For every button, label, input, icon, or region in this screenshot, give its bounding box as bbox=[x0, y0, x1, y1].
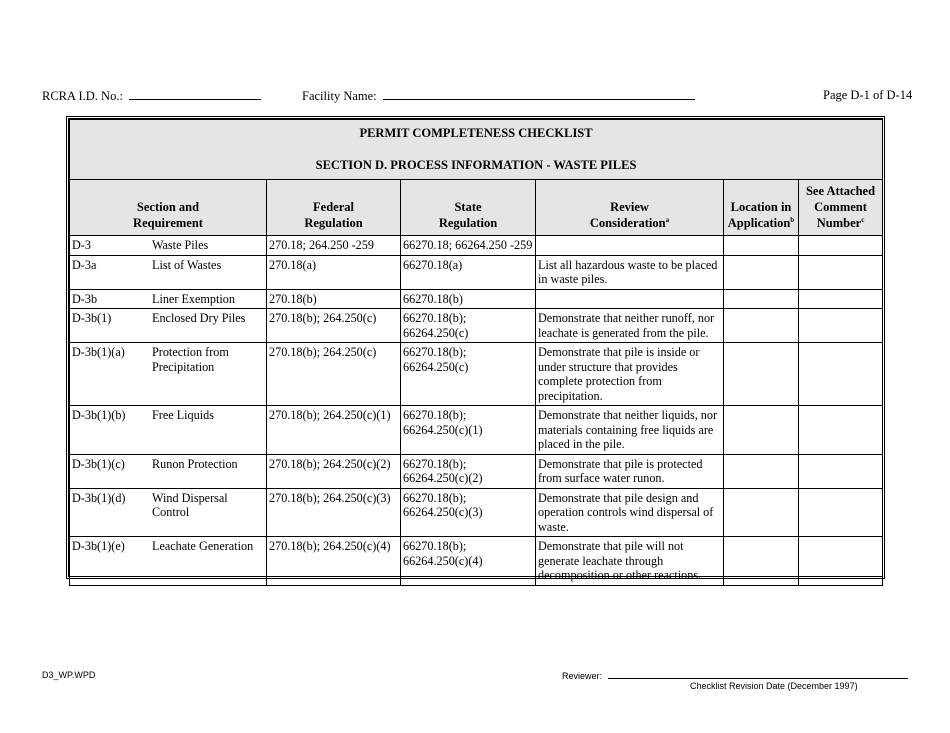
review-consideration-cell bbox=[536, 289, 724, 309]
facility-name-field bbox=[302, 88, 695, 104]
state-regulation-cell: 66270.18(b); 66264.250(c)(1) bbox=[401, 406, 536, 455]
section-id: D-3b(1)(a) bbox=[72, 345, 125, 359]
section-requirement: Runon Protection bbox=[152, 456, 238, 471]
state-regulation-cell: 66270.18(b); 66264.250(c) bbox=[401, 343, 536, 406]
reviewer-blank[interactable] bbox=[608, 670, 908, 679]
table-row bbox=[70, 406, 883, 455]
state-regulation-cell: 66270.18(b) bbox=[401, 289, 536, 309]
rcra-id-blank[interactable] bbox=[129, 88, 261, 100]
section-id: D-3b(1)(d) bbox=[72, 490, 126, 505]
col-federal: Federal Regulation bbox=[267, 180, 401, 236]
federal-regulation-cell: 270.18(b) bbox=[267, 289, 401, 309]
section-requirement: List of Wastes bbox=[152, 257, 222, 272]
comment-number-cell[interactable] bbox=[799, 289, 883, 309]
location-in-application-cell[interactable] bbox=[724, 454, 799, 488]
location-in-application-cell[interactable] bbox=[724, 289, 799, 309]
table-row bbox=[70, 289, 883, 309]
col-state: State Regulation bbox=[401, 180, 536, 236]
section-cell bbox=[70, 236, 267, 256]
section-requirement: Free Liquids bbox=[152, 408, 214, 422]
section-requirement: Protection from Precipitation bbox=[152, 345, 229, 374]
col-section: Section and Requirement bbox=[70, 180, 267, 236]
table-title: PERMIT COMPLETENESS CHECKLIST bbox=[359, 126, 593, 140]
col-location: Location in Application$^b$ bbox=[724, 180, 799, 236]
review-consideration-cell: Demonstrate that pile design and operation controls wind dispersal of waste. bbox=[536, 488, 724, 537]
checklist-table-frame bbox=[66, 116, 885, 582]
location-in-application-cell[interactable] bbox=[724, 537, 799, 586]
section-id: D-3 bbox=[72, 238, 91, 252]
reviewer-label: Reviewer: bbox=[562, 671, 603, 681]
section-cell bbox=[70, 406, 267, 455]
table-row bbox=[70, 255, 883, 289]
review-consideration-cell bbox=[536, 236, 724, 256]
comment-number-cell[interactable] bbox=[799, 343, 883, 406]
facility-name-blank[interactable] bbox=[383, 88, 695, 100]
section-cell bbox=[70, 343, 267, 406]
section-requirement: Wind Dispersal Control bbox=[152, 490, 228, 519]
table-title-block bbox=[70, 120, 883, 180]
section-requirement: Leachate Generation bbox=[152, 539, 254, 553]
federal-regulation-cell: 270.18(b); 264.250(c) bbox=[267, 343, 401, 406]
location-in-application-cell[interactable] bbox=[724, 406, 799, 455]
federal-regulation-cell: 270.18(a) bbox=[267, 255, 401, 289]
section-id: D-3b(1)(e) bbox=[72, 539, 125, 553]
review-consideration-cell: Demonstrate that pile is protected from surface water runon. bbox=[536, 454, 724, 488]
section-requirement: Waste Piles bbox=[152, 238, 209, 252]
section-id: D-3b(1)(b) bbox=[72, 408, 126, 422]
state-regulation-cell: 66270.18(a) bbox=[401, 255, 536, 289]
location-in-application-cell[interactable] bbox=[724, 236, 799, 256]
comment-number-cell[interactable] bbox=[799, 255, 883, 289]
federal-regulation-cell: 270.18(b); 264.250(c)(3) bbox=[267, 488, 401, 537]
federal-regulation-cell: 270.18(b); 264.250(c)(2) bbox=[267, 454, 401, 488]
review-consideration-cell: Demonstrate that pile will not generate leachate through decomposition or other reactions. bbox=[536, 537, 724, 586]
comment-number-cell[interactable] bbox=[799, 454, 883, 488]
facility-name-label: Facility Name: bbox=[302, 89, 377, 103]
section-id: D-3b bbox=[72, 291, 98, 306]
location-in-application-cell[interactable] bbox=[724, 255, 799, 289]
comment-number-cell[interactable] bbox=[799, 236, 883, 256]
table-subtitle: SECTION D. PROCESS INFORMATION - WASTE PILES bbox=[315, 158, 637, 172]
section-cell bbox=[70, 255, 267, 289]
table-row bbox=[70, 537, 883, 586]
rcra-id-field bbox=[42, 88, 261, 104]
section-id: D-3b(1) bbox=[72, 311, 112, 325]
federal-regulation-cell: 270.18(b); 264.250(c)(1) bbox=[267, 406, 401, 455]
rcra-id-label: RCRA I.D. No.: bbox=[42, 89, 123, 103]
federal-regulation-cell: 270.18(b); 264.250(c) bbox=[267, 309, 401, 343]
section-requirement: Liner Exemption bbox=[152, 291, 235, 306]
col-review: Review Consideration$^a$ bbox=[536, 180, 724, 236]
section-cell bbox=[70, 454, 267, 488]
comment-number-cell[interactable] bbox=[799, 309, 883, 343]
page-number: Page D-1 of D-14 bbox=[823, 88, 913, 102]
state-regulation-cell: 66270.18; 66264.250 -259 bbox=[401, 236, 536, 256]
section-cell bbox=[70, 309, 267, 343]
comment-number-cell[interactable] bbox=[799, 488, 883, 537]
revision-date: Checklist Revision Date (December 1997) bbox=[690, 681, 858, 691]
state-regulation-cell: 66270.18(b); 66264.250(c) bbox=[401, 309, 536, 343]
review-consideration-cell: List all hazardous waste to be placed in waste piles. bbox=[536, 255, 724, 289]
federal-regulation-cell: 270.18(b); 264.250(c)(4) bbox=[267, 537, 401, 586]
state-regulation-cell: 66270.18(b); 66264.250(c)(3) bbox=[401, 488, 536, 537]
file-name: D3_WP.WPD bbox=[42, 670, 96, 680]
section-requirement: Enclosed Dry Piles bbox=[152, 311, 246, 325]
location-in-application-cell[interactable] bbox=[724, 488, 799, 537]
section-cell bbox=[70, 537, 267, 586]
section-cell bbox=[70, 488, 267, 537]
location-in-application-cell[interactable] bbox=[724, 309, 799, 343]
state-regulation-cell: 66270.18(b); 66264.250(c)(2) bbox=[401, 454, 536, 488]
comment-number-cell[interactable] bbox=[799, 406, 883, 455]
column-header-row bbox=[70, 180, 883, 236]
table-row bbox=[70, 309, 883, 343]
table-row bbox=[70, 236, 883, 256]
review-consideration-cell: Demonstrate that neither runoff, nor leachate is generated from the pile. bbox=[536, 309, 724, 343]
section-id: D-3a bbox=[72, 257, 97, 272]
table-row bbox=[70, 488, 883, 537]
checklist-table bbox=[69, 119, 883, 586]
section-cell bbox=[70, 289, 267, 309]
federal-regulation-cell: 270.18; 264.250 -259 bbox=[267, 236, 401, 256]
state-regulation-cell: 66270.18(b); 66264.250(c)(4) bbox=[401, 537, 536, 586]
col-comment: See Attached Comment Number$^c$ bbox=[799, 180, 883, 236]
table-row bbox=[70, 454, 883, 488]
comment-number-cell[interactable] bbox=[799, 537, 883, 586]
table-row bbox=[70, 343, 883, 406]
review-consideration-cell: Demonstrate that neither liquids, nor materials containing free liquids are placed in the pile. bbox=[536, 406, 724, 455]
location-in-application-cell[interactable] bbox=[724, 343, 799, 406]
reviewer-field bbox=[562, 670, 908, 681]
section-id: D-3b(1)(c) bbox=[72, 456, 125, 471]
review-consideration-cell: Demonstrate that pile is inside or under structure that provides complete protection from precipitation. bbox=[536, 343, 724, 406]
